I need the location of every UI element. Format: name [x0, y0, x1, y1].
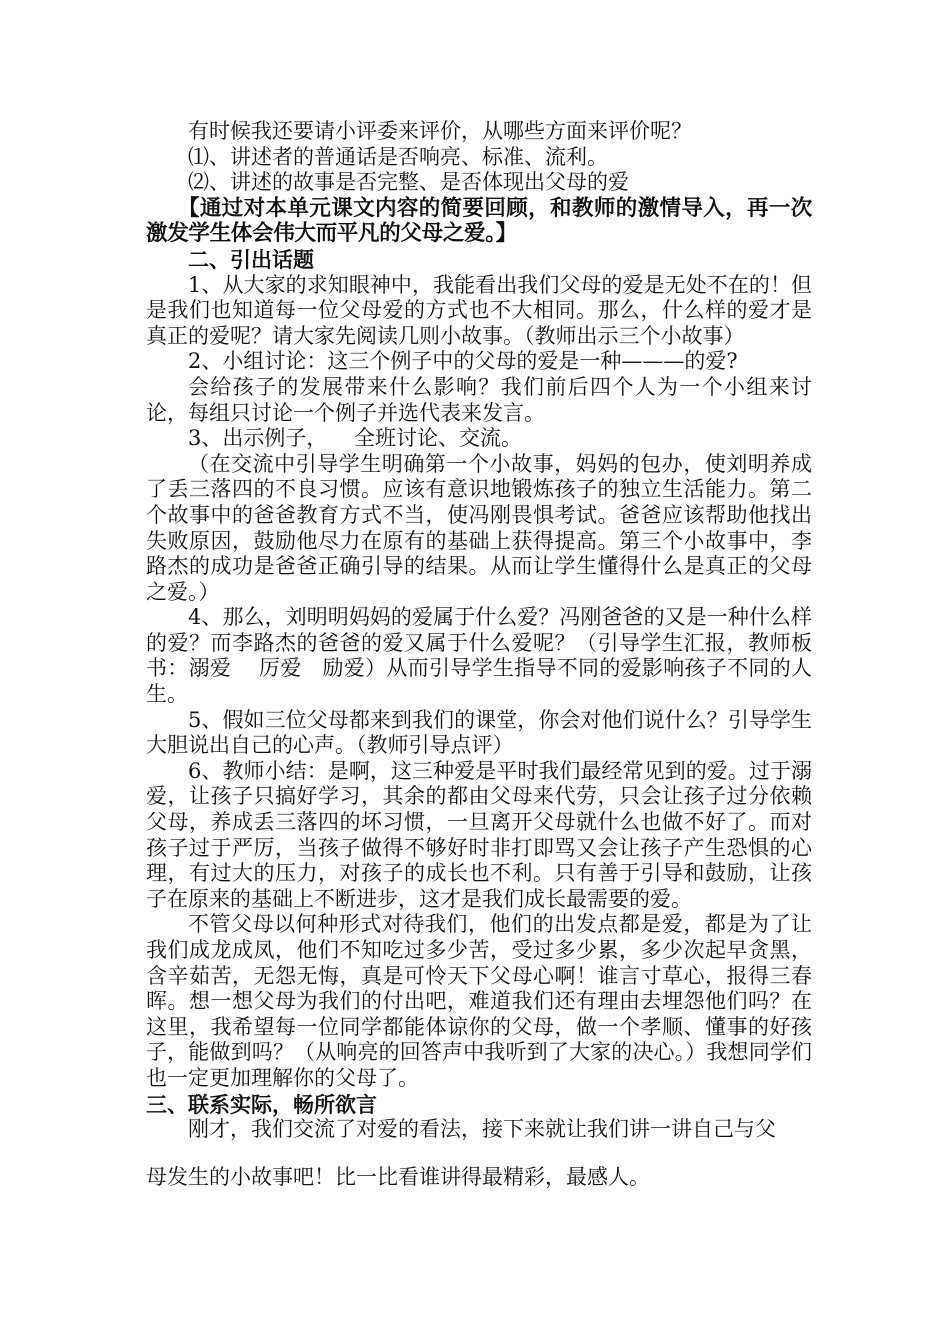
paragraph-step-3: 3、出示例子， 全班讨论、交流。 [188, 426, 523, 451]
paragraph-step-3-detail: （在交流中引导学生明确第一个小故事，妈妈的包办，使刘明养成了丢三落四的不良习惯。应该有意识地锻炼孩子的独立生活能力。第二个故事中的爸爸教育方式不当，使冯刚畏惧考试。爸爸应该帮助他找出失败原因，鼓励他尽力在原有的基础上获得提高。第三个小故事中，李路杰的成功是爸爸正确引导的结果。从而让学生懂得什么是真正的父母之爱。） [146, 451, 812, 604]
paragraph-step-1: 1、从大家的求知眼神中，我能看出我们父母的爱是无处不在的！但是我们也知道每一位父母爱的方式也不大相同。那么，什么样的爱才是真正的爱呢？请大家先阅读几则小故事。（教师出示三个小故事） [146, 272, 812, 348]
paragraph-criterion-2: ⑵、讲述的故事是否完整、是否体现出父母的爱 [188, 170, 629, 195]
paragraph-criterion-1: ⑴、讲述者的普通话是否响亮、标准、流利。 [188, 144, 608, 169]
paragraph-step-6-summary: 6、教师小结：是啊，这三种爱是平时我们最经常见到的爱。过于溺爱，让孩子只搞好学习，其余的都由父母来代劳，只会让孩子过分依赖父母，养成丢三落四的坏习惯，一旦离开父母就什么也做不好了。而对孩子过于严厉，当孩子做得不够好时非打即骂又会让孩子产生恐惧的心理，有过大的压力，对孩子的成长也不利。只有善于引导和鼓励，让孩子在原来的基础上不断进步，这才是我们成长最需要的爱。 [146, 758, 812, 911]
paragraph-share-stories-line2: 母发生的小故事吧！比一比看谁讲得最精彩，最感人。 [146, 1164, 650, 1189]
paragraph-parents-love: 不管父母以何种形式对待我们，他们的出发点都是爱，都是为了让我们成龙成凤，他们不知吃过多少苦，受过多少累，多少次起早贪黑，含辛茹苦，无怨无悔，真是可怜天下父母心啊！谁言寸草心，报得三春晖。想一想父母为我们的付出吧，难道我们还有理由去埋怨他们吗？在这里，我希望每一位同学都能体谅你的父母，做一个孝顺、懂事的好孩子，能做到吗？（从响亮的回答声中我听到了大家的决心。）我想同学们也一定更加理解你的父母了。 [146, 912, 812, 1090]
paragraph-step-5: 5、假如三位父母都来到我们的课堂，你会对他们说什么？引导学生大胆说出自己的心声。（教师引导点评） [146, 707, 812, 758]
section-heading-introduce-topic: 二、引出话题 [188, 246, 314, 272]
document-body [146, 119, 812, 1190]
paragraph-evaluation-question: 有时候我还要请小评委来评价，从哪些方面来评价呢？ [188, 119, 692, 143]
paragraph-share-stories-line1: 刚才，我们交流了对爱的看法，接下来就让我们讲一讲自己与父 [188, 1117, 776, 1142]
paragraph-step-2: 2、小组讨论：这三个例子中的父母的爱是一种———的爱? [188, 349, 738, 374]
paragraph-step-4: 4、那么，刘明明妈妈的爱属于什么爱？冯刚爸爸的又是一种什么样的爱？而李路杰的爸爸的爱又属于什么爱呢？（引导学生汇报，教师板书：溺爱 厉爱 励爱）从而引导学生指导不同的爱影响孩子不同的人生。 [146, 605, 812, 707]
paragraph-design-note: 【通过对本单元课文内容的简要回顾，和教师的激情导入，再一次激发学生体会伟大而平凡的父母之爱。】 [146, 195, 812, 247]
paragraph-step-2-detail: 会给孩子的发展带来什么影响？我们前后四个人为一个小组来讨论，每组只讨论一个例子并选代表来发言。 [146, 374, 812, 425]
section-heading-connect-reality: 三、联系实际，畅所欲言 [146, 1091, 377, 1117]
